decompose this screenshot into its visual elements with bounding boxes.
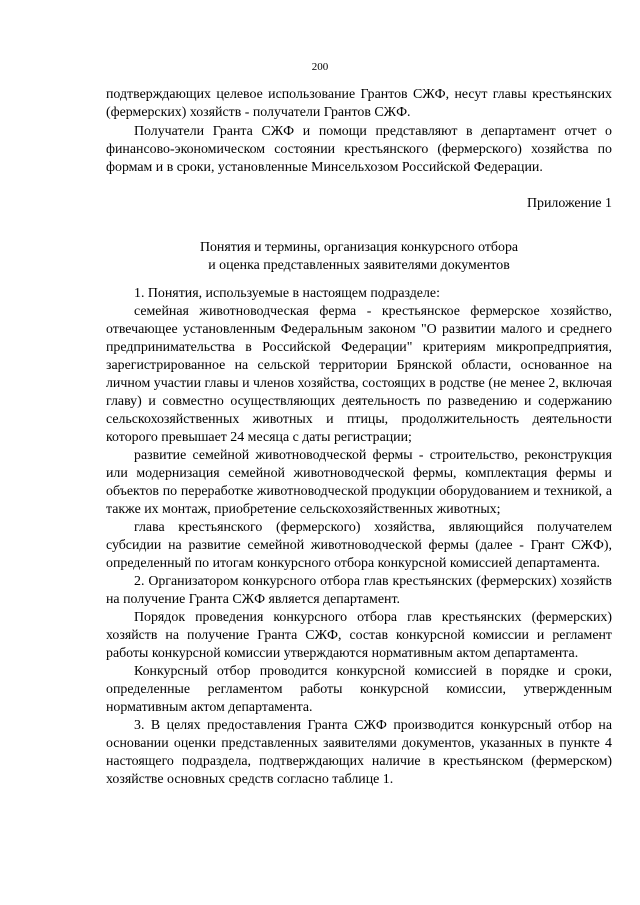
document-body bbox=[106, 86, 612, 789]
paragraph-selection-basis: 3. В целях предоставления Гранта СЖФ производится конкурсный отбор на основании оценки представленных заявителями документов, указанных в пункте 4 настоящего подраздела, подтверждающих наличие в крестьянском (фермерском) хозяйстве основных средств согласно таблице 1. bbox=[106, 718, 612, 787]
paragraph-farm-head-definition: глава крестьянского (фермерского) хозяйства, являющийся получателем субсидии на развитие семейной животноводческой фермы (далее - Грант СЖФ), определенный по итогам конкурсного отбора конкурсной комиссией департамента. bbox=[106, 520, 612, 571]
paragraph-continuation: подтверждающих целевое использование Грантов СЖФ, несут главы крестьянских (фермерских) хозяйств - получатели Грантов СЖФ. bbox=[106, 87, 612, 120]
paragraph-organizer: 2. Организатором конкурсного отбора глав крестьянских (фермерских) хозяйств на получение Гранта СЖФ является департамент. bbox=[106, 574, 612, 607]
paragraph-concepts-intro: 1. Понятия, используемые в настоящем подразделе: bbox=[134, 286, 440, 301]
section-heading-line-1: Понятия и термины, организация конкурсного отбора bbox=[199, 240, 519, 255]
page-number: 200 bbox=[311, 61, 329, 73]
paragraph-report: Получатели Гранта СЖФ и помощи представляют в департамент отчет о финансово-экономическом состоянии крестьянского (фермерского) хозяйства по формам и в сроки, установленные Минсельхозом Российской Федерации. bbox=[106, 124, 612, 175]
appendix-label: Приложение 1 bbox=[527, 196, 612, 211]
section-heading bbox=[106, 239, 612, 275]
paragraph-selection-conduct: Конкурсный отбор проводится конкурсной комиссией в порядке и сроки, определенные регламентом работы конкурсной комиссии, утвержденным нормативным актом департамента. bbox=[106, 664, 612, 715]
paragraph-family-farm-definition: семейная животноводческая ферма - крестьянское фермерское хозяйство, отвечающее установленным Федеральным законом "О развитии малого и среднего предпринимательства в Российской Федерации" критериям микропредприятия, зарегистрированное на сельской территории Брянской области, основанное на личном участии главы и членов хозяйства, состоящих в родстве (не менее 2, включая главу) и совместно осуществляющих деятельность по разведению и содержанию сельскохозяйственных животных и птицы, продолжительность деятельности которого превышает 24 месяца с даты регистрации; bbox=[106, 304, 612, 445]
section-heading-line-2: и оценка представленных заявителями документов bbox=[208, 258, 510, 273]
paragraph-farm-development-definition: развитие семейной животноводческой фермы - строительство, реконструкция или модернизация семейной животноводческой фермы, комплектация фермы и объектов по переработке животноводческой продукции оборудованием и техникой, а также их монтаж, приобретение сельскохозяйственных животных; bbox=[106, 448, 612, 517]
paragraph-procedure: Порядок проведения конкурсного отбора глав крестьянских (фермерских) хозяйств на получение Гранта СЖФ, состав конкурсной комиссии и регламент работы конкурсной комиссии утверждаются нормативным актом департамента. bbox=[106, 610, 612, 661]
